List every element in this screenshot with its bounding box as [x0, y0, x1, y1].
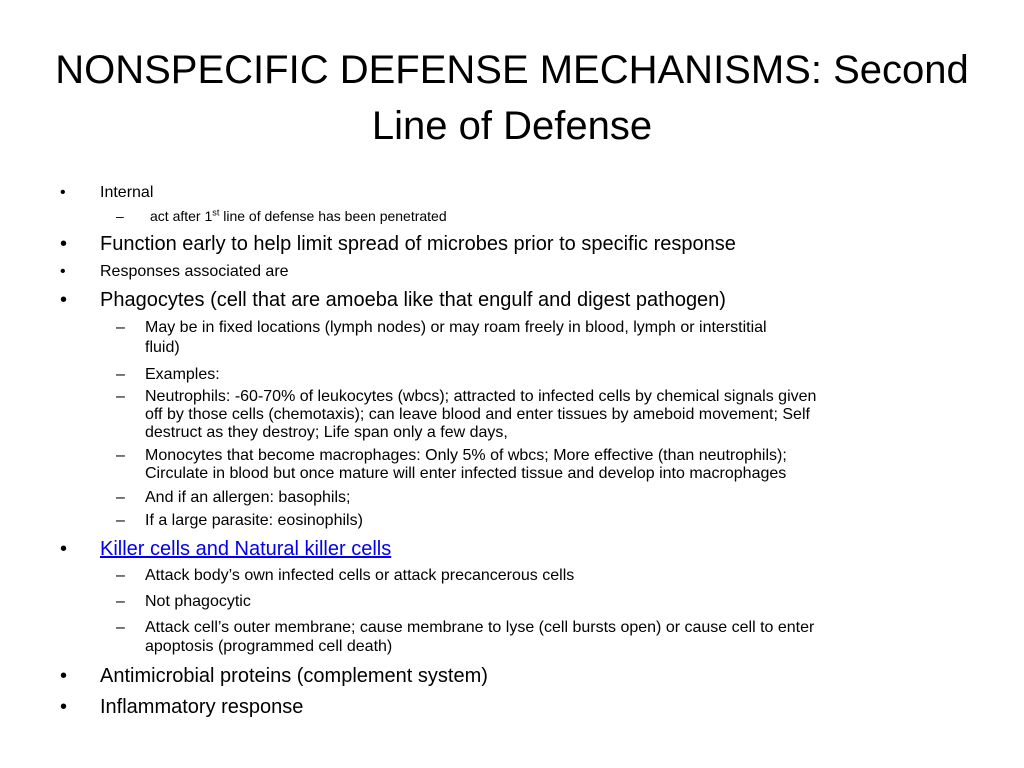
sub-bullet-text: Not phagocytic: [145, 593, 251, 610]
dash-marker: –: [116, 593, 125, 610]
bullet-text: Function early to help limit spread of microbes prior to specific response: [100, 233, 736, 255]
dash-marker: –: [116, 447, 125, 464]
dash-marker: –: [116, 489, 125, 506]
dash-marker: –: [116, 512, 125, 529]
sub-bullet-text-line-1: Neutrophils: -60-70% of leukocytes (wbcs); attracted to infected cells by chemical signals given: [145, 388, 817, 405]
slide-title-line-2: Line of Defense: [371, 104, 653, 148]
dash-marker: –: [116, 208, 124, 224]
bullet-marker: •: [60, 665, 68, 687]
bullet-marker: •: [60, 233, 68, 255]
act-after-suffix: line of defense has been penetrated: [219, 208, 447, 224]
sub-bullet-text: And if an allergen: basophils;: [145, 489, 351, 506]
dash-marker: –: [116, 619, 125, 636]
bullet-text: Antimicrobial proteins (complement system): [100, 665, 488, 687]
sub-bullet-text-line-1: May be in fixed locations (lymph nodes) or may roam freely in blood, lymph or interstitial: [145, 319, 767, 336]
sub-bullet-text: Attack body’s own infected cells or attack precancerous cells: [145, 567, 575, 584]
slide-title-line-1: NONSPECIFIC DEFENSE MECHANISMS: Second: [55, 48, 969, 92]
bullet-marker: •: [60, 538, 68, 560]
bullet-text: Internal: [100, 184, 154, 201]
bullet-text: Phagocytes (cell that are amoeba like that engulf and digest pathogen): [100, 289, 726, 311]
act-after-prefix: act after 1: [150, 208, 213, 224]
sub-bullet-text: If a large parasite: eosinophils): [145, 512, 363, 529]
sub-bullet-text-line-2: fluid): [145, 339, 180, 356]
sub-bullet-text-line-1: Attack cell’s outer membrane; cause membrane to lyse (cell bursts open) or cause cell to enter: [145, 619, 815, 636]
bullet-marker: •: [60, 184, 66, 201]
bullet-marker: •: [60, 696, 68, 718]
dash-marker: –: [116, 319, 125, 336]
sub-bullet-text-line-3: destruct as they destroy; Life span only a few days,: [145, 424, 508, 441]
bullet-text: Responses associated are: [100, 263, 289, 280]
dash-marker: –: [116, 567, 125, 584]
sub-bullet-text-line-1: Monocytes that become macrophages: Only 5% of wbcs; More effective (than neutrophils);: [145, 447, 787, 464]
bullet-marker: •: [60, 289, 68, 311]
sub-bullet-text-line-2: off by those cells (chemotaxis); can leave blood and enter tissues by ameboid movement; Self: [145, 406, 810, 423]
sub-bullet-text: [150, 207, 447, 225]
sub-bullet-text-line-2: Circulate in blood but once mature will enter infected tissue and develop into macrophages: [145, 465, 787, 482]
bullet-text: Inflammatory response: [100, 696, 304, 718]
bullet-marker: •: [60, 263, 66, 280]
dash-marker: –: [116, 366, 125, 383]
sub-bullet-text: Examples:: [145, 366, 220, 383]
killer-cells-link[interactable]: Killer cells and Natural killer cells: [100, 538, 392, 560]
sub-bullet-text-line-2: apoptosis (programmed cell death): [145, 638, 393, 655]
act-after-superscript: st: [212, 207, 220, 218]
dash-marker: –: [116, 388, 125, 405]
